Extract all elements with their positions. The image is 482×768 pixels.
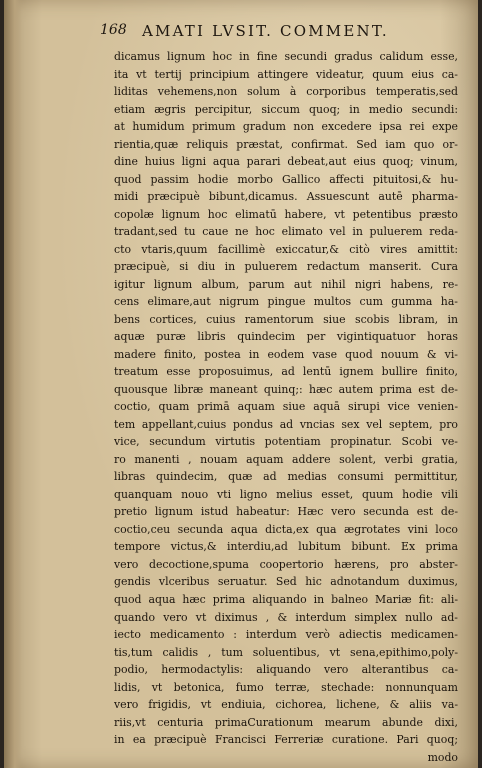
text-line: iecto medicamento : interdum verò adiectis medicamen- xyxy=(114,628,458,642)
text-line: in ea præcipuè Francisci Ferreriæ curatione. Pari quoq; xyxy=(114,733,458,747)
page-gutter-shadow xyxy=(4,0,22,768)
text-line: dicamus lignum hoc in fine secundi gradus calidum esse, xyxy=(114,50,458,63)
text-line: copolæ lignum hoc elimatū habere, vt petentibus præsto xyxy=(114,207,458,221)
text-line: igitur lignum album, parum aut nihil nigri habens, re- xyxy=(114,277,458,291)
text-line: vice, secundum virtutis potentiam propinatur. Scobi ve- xyxy=(114,435,458,449)
text-line: tem appellant,cuius pondus ad vncias sex vel septem, pro xyxy=(114,417,458,431)
text-line: tempore victus,& interdiu,ad lubitum bibunt. Ex prima xyxy=(114,540,458,554)
text-line: midi præcipuè bibunt,dicamus. Assuescunt autē pharma- xyxy=(114,190,458,204)
text-line: vero decoctione,spuma coopertorio hærens, pro abster- xyxy=(114,557,458,571)
text-line: aquæ puræ libris quindecim per vigintiquatuor horas xyxy=(114,330,458,344)
text-line: tis,tum calidis , tum soluentibus, vt sena,epithimo,poly- xyxy=(114,645,458,659)
text-line: quousque libræ maneant quinq;: hæc autem prima est de- xyxy=(114,382,458,396)
text-line: etiam ægris percipitur, siccum quoq; in medio secundi: xyxy=(114,102,458,116)
text-line: rientia,quæ reliquis præstat, confirmat. Sed iam quo or- xyxy=(114,137,458,151)
text-line: madere finito, postea in eodem vase quod nouum & vi- xyxy=(114,347,458,361)
text-line: cto vtaris,quum facillimè exiccatur,& citò vires amittit: xyxy=(114,242,458,256)
book-page xyxy=(4,0,478,768)
text-line: libras quindecim, quæ ad medias consumi permittitur, xyxy=(114,470,458,484)
body-text xyxy=(114,48,458,766)
page-header xyxy=(100,22,456,42)
text-line: quod aqua hæc prima aliquando in balneo Mariæ fit: ali- xyxy=(114,592,458,606)
catchword: modo xyxy=(427,750,458,764)
text-line: treatum esse proposuimus, ad lentū ignem bullire finito, xyxy=(114,365,458,379)
running-head: AMATI LVSIT. COMMENT. xyxy=(142,22,389,40)
text-line: cens elimare,aut nigrum pingue multos cum gumma ha- xyxy=(114,295,458,309)
text-line: vero frigidis, vt endiuia, cichorea, lichene, & aliis va- xyxy=(114,698,458,712)
text-line: coctio,ceu secunda aqua dicta,ex qua ægrotates vini loco xyxy=(114,522,458,536)
text-line: at humidum primum gradum non excedere ipsa rei expe xyxy=(114,120,458,134)
page-number: 168 xyxy=(100,22,127,38)
text-line: quanquam nouo vti ligno melius esset, quum hodie vili xyxy=(114,487,458,501)
text-line: liditas vehemens,non solum à corporibus temperatis,sed xyxy=(114,85,458,99)
text-line: quod passim hodie morbo Gallico affecti pituitosi,& hu- xyxy=(114,172,458,186)
text-line: riis,vt centuria primaCurationum mearum abunde dixi, xyxy=(114,715,458,729)
text-line: coctio, quam primā aquam siue aquā sirupi vice venien- xyxy=(114,400,458,414)
text-line: tradant,sed tu caue ne hoc elimato vel in puluerem reda- xyxy=(114,225,458,239)
text-line: lidis, vt betonica, fumo terræ, stechade: nonnunquam xyxy=(114,680,458,694)
text-line: ita vt tertij principium attingere videatur, quum eius ca- xyxy=(114,67,458,81)
text-line: præcipuè, si diu in puluerem redactum manserit. Cura xyxy=(114,260,458,274)
text-line: gendis vlceribus seruatur. Sed hic adnotandum duximus, xyxy=(114,575,458,589)
text-line: podio, hermodactylis: aliquando vero alterantibus ca- xyxy=(114,663,458,677)
text-line: pretio lignum istud habeatur: Hæc vero secunda est de- xyxy=(114,505,458,519)
text-line: ro manenti , nouam aquam addere solent, verbi gratia, xyxy=(114,452,458,466)
text-line: dine huius ligni aqua parari debeat,aut eius quoq; vinum, xyxy=(114,155,458,169)
text-line: quando vero vt diximus , & interdum simplex nullo ad- xyxy=(114,610,458,624)
text-line: bens cortices, cuius ramentorum siue scobis libram, in xyxy=(114,312,458,326)
